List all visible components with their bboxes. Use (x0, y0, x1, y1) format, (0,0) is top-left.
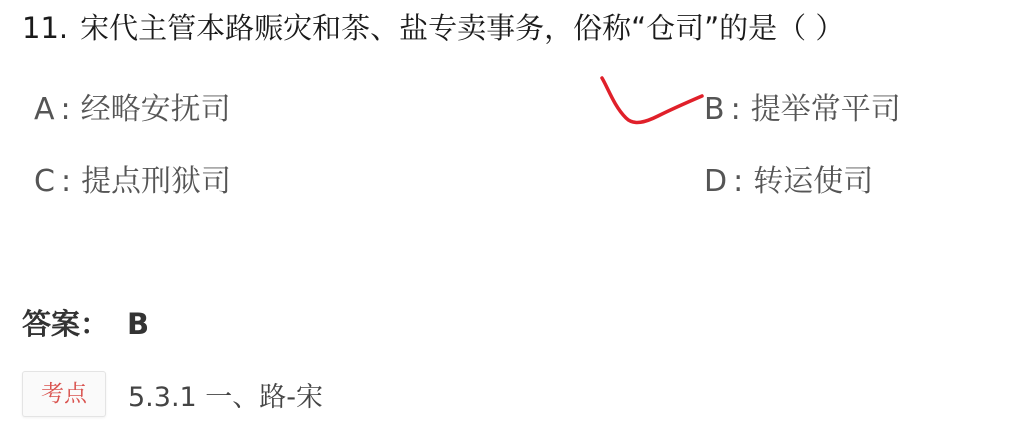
question-number: 11. (22, 11, 69, 45)
option-a[interactable] (34, 88, 231, 132)
option-b[interactable] (704, 88, 901, 132)
option-c[interactable] (34, 160, 231, 204)
knowledge-point-row (22, 370, 323, 418)
answer-row (22, 302, 149, 346)
handwritten-checkmark-icon (596, 72, 708, 132)
answer-value: B (127, 307, 150, 341)
option-text: 提点刑狱司 (81, 164, 232, 199)
option-text: 经略安抚司 (80, 92, 231, 127)
option-separator: : (730, 92, 741, 127)
question-stem (22, 6, 844, 50)
option-separator: : (60, 92, 71, 127)
option-d[interactable] (704, 160, 873, 204)
option-separator: : (60, 164, 72, 199)
option-separator: : (733, 164, 744, 199)
question-text: 宋代主管本路赈灾和茶、盐专卖事务，俗称“仓司”的是（ ） (80, 11, 845, 45)
knowledge-point-tag[interactable]: 考点 (22, 371, 106, 417)
option-text: 提举常平司 (750, 92, 901, 127)
option-letter: A (34, 92, 55, 127)
option-text: 转运使司 (753, 164, 874, 199)
option-letter: D (704, 164, 728, 199)
option-letter: B (704, 92, 725, 127)
answer-label: 答案： (22, 307, 110, 341)
knowledge-point-text: 5.3.1 一、路-宋 (128, 381, 324, 413)
option-letter: C (34, 164, 55, 199)
